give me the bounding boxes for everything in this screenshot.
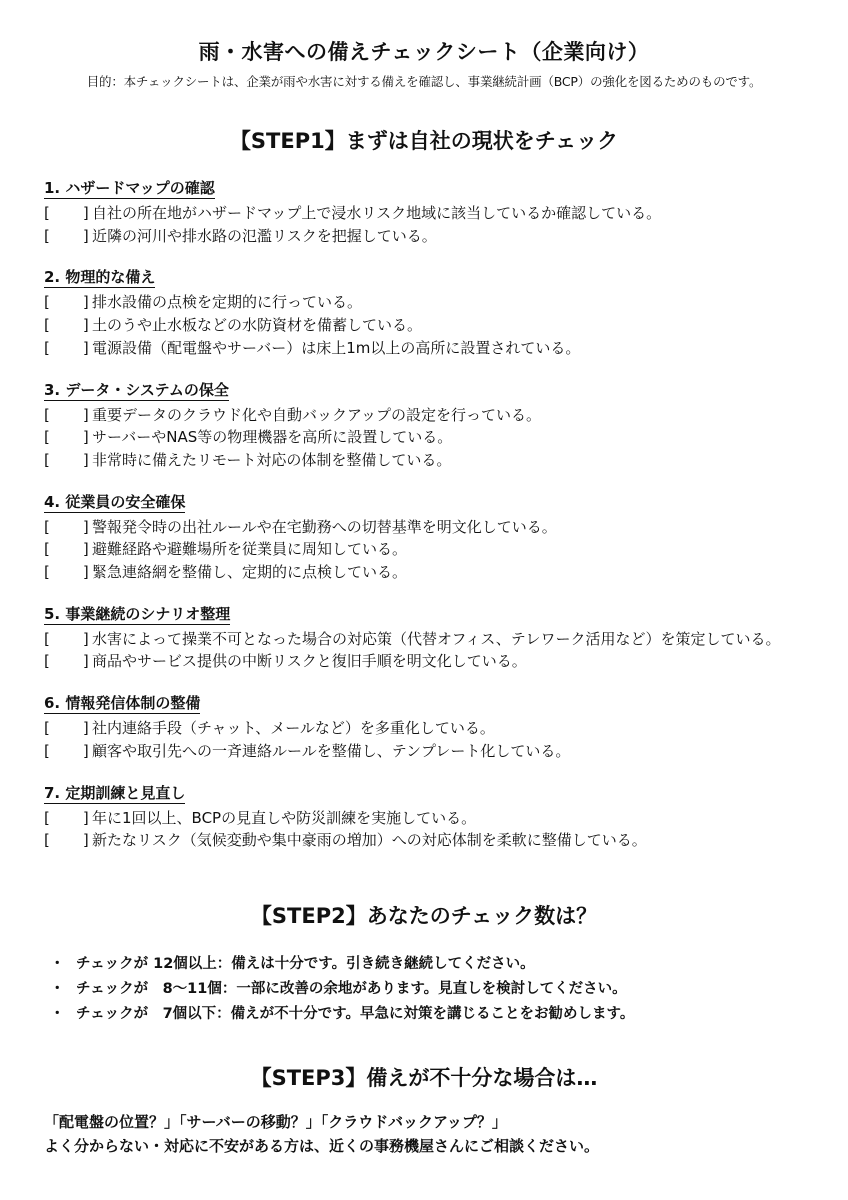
score-result-item — [50, 977, 830, 1002]
checklist-section — [44, 267, 834, 359]
section-title: 7. 定期訓練と見直し — [44, 783, 186, 802]
score-result-text: チェックが 7個以下：備えが不十分です。早急に対策を講じることをお勧めします。 — [76, 1006, 635, 1022]
checklist-item — [44, 740, 834, 763]
checkbox[interactable]: [ ] — [44, 719, 90, 738]
checkbox[interactable]: [ ] — [44, 428, 90, 447]
checkbox[interactable]: [ ] — [44, 450, 90, 469]
checklist-item — [44, 314, 834, 337]
checklist-item — [44, 807, 834, 830]
checklist-section — [44, 693, 834, 762]
section-title: 3. データ・システムの保全 — [44, 380, 229, 399]
step2-heading: 【STEP2】あなたのチェック数は？ — [250, 904, 598, 928]
checklist-item — [44, 291, 834, 314]
checklist-item — [44, 516, 834, 539]
consultation-message — [44, 1110, 834, 1158]
checklist-item-text: 排水設備の点検を定期的に行っている。 — [92, 293, 363, 312]
checklist-item-text: 新たなリスク（気候変動や集中豪雨の増加）への対応体制を柔軟に整備している。 — [92, 831, 647, 850]
checklist-item — [44, 404, 834, 427]
checklist-item — [44, 561, 834, 584]
consultation-line: よく分からない・対応に不安がある方は、近くの事務機屋さんにご相談ください。 — [44, 1137, 600, 1155]
checkbox[interactable]: [ ] — [44, 316, 90, 335]
checklist-item-text: 緊急連絡網を整備し、定期的に点検している。 — [92, 563, 408, 582]
checklist-item-text: 商品やサービス提供の中断リスクと復旧手順を明文化している。 — [92, 652, 527, 671]
checkbox[interactable]: [ ] — [44, 831, 90, 850]
checklist-item-text: 重要データのクラウド化や自動バックアップの設定を行っている。 — [92, 405, 541, 424]
checklist-item-text: 年に1回以上、BCPの見直しや防災訓練を実施している。 — [92, 808, 477, 827]
checklist-item-text: 社内連絡手段（チャット、メールなど）を多重化している。 — [92, 719, 495, 738]
checklist-item-text: 近隣の河川や排水路の氾濫リスクを把握している。 — [92, 226, 437, 245]
checklist-section — [44, 604, 834, 673]
checklist-item-text: 土のうや止水板などの水防資材を備蓄している。 — [92, 316, 423, 335]
checkbox[interactable]: [ ] — [44, 204, 90, 222]
bullet-icon: ・ — [50, 1006, 65, 1022]
score-result-text: チェックが 8〜11個：一部に改善の余地があります。見直しを検討してください。 — [76, 981, 627, 997]
checklist-item — [44, 449, 834, 472]
checklist-item-text: 水害によって操業不可となった場合の対応策（代替オフィス、テレワーク活用など）を策定している。 — [92, 629, 781, 648]
checklist-section — [44, 178, 834, 247]
bullet-icon: ・ — [50, 981, 65, 997]
step1-heading: 【STEP1】まずは自社の現状をチェック — [229, 129, 619, 153]
checklist-item-text: サーバーやNAS等の物理機器を高所に設置している。 — [92, 428, 453, 447]
step3-heading: 【STEP3】備えが不十分な場合は… — [250, 1066, 598, 1090]
purpose-text: 目的：本チェックシートは、企業が雨や水害に対する備えを確認し、事業継続計画（BCP）の強化を図るためのものです。 — [86, 74, 762, 89]
score-result-item — [50, 952, 830, 977]
checklist-item-text: 警報発令時の出社ルールや在宅勤務への切替基準を明文化している。 — [92, 517, 557, 536]
checklist-item-text: 非常時に備えたリモート対応の体制を整備している。 — [92, 450, 452, 469]
checkbox[interactable]: [ ] — [44, 563, 90, 582]
checklist-item — [44, 717, 834, 740]
checklist-section — [44, 492, 834, 584]
checklist-item — [44, 538, 834, 561]
checklist-item-text: 電源設備（配電盤やサーバー）は床上1m以上の高所に設置されている。 — [92, 338, 581, 357]
score-result-text: チェックが 12個以上：備えは十分です。引き続き継続してください。 — [76, 956, 535, 972]
checklist-item-text: 顧客や取引先への一斉連絡ルールを整備し、テンプレート化している。 — [92, 741, 571, 760]
checklist-item — [44, 628, 834, 651]
checkbox[interactable]: [ ] — [44, 405, 90, 424]
section-title: 6. 情報発信体制の整備 — [44, 694, 201, 713]
checkbox[interactable]: [ ] — [44, 226, 90, 245]
score-results-list — [50, 952, 830, 1027]
score-result-item — [50, 1002, 830, 1027]
checkbox[interactable]: [ ] — [44, 629, 90, 648]
section-title: 2. 物理的な備え — [44, 268, 156, 287]
bullet-icon: ・ — [50, 956, 65, 972]
checklist-item — [44, 225, 834, 248]
checkbox[interactable]: [ ] — [44, 338, 90, 357]
checklist-item — [44, 829, 834, 852]
checklist-item — [44, 426, 834, 449]
checklist-item-text: 避難経路や避難場所を従業員に周知している。 — [92, 540, 408, 559]
checklist-section — [44, 783, 834, 852]
checklist-item — [44, 650, 834, 673]
section-title: 1. ハザードマップの確認 — [44, 179, 215, 197]
checkbox[interactable]: [ ] — [44, 293, 90, 312]
checkbox[interactable]: [ ] — [44, 741, 90, 760]
checkbox[interactable]: [ ] — [44, 808, 90, 827]
page-title: 雨・水害への備えチェックシート（企業向け） — [198, 40, 650, 64]
consultation-line: 「配電盤の位置？」「サーバーの移動？」「クラウドバックアップ？」 — [44, 1113, 507, 1131]
checklist-item-text: 自社の所在地がハザードマップ上で浸水リスク地域に該当しているか確認している。 — [92, 204, 662, 222]
checkbox[interactable]: [ ] — [44, 517, 90, 536]
checklist-sections — [44, 178, 834, 872]
section-title: 5. 事業継続のシナリオ整理 — [44, 604, 231, 623]
section-title: 4. 従業員の安全確保 — [44, 492, 186, 511]
checklist-item — [44, 202, 834, 225]
checkbox[interactable]: [ ] — [44, 540, 90, 559]
checklist-section — [44, 380, 834, 472]
checkbox[interactable]: [ ] — [44, 652, 90, 671]
checklist-item — [44, 337, 834, 360]
